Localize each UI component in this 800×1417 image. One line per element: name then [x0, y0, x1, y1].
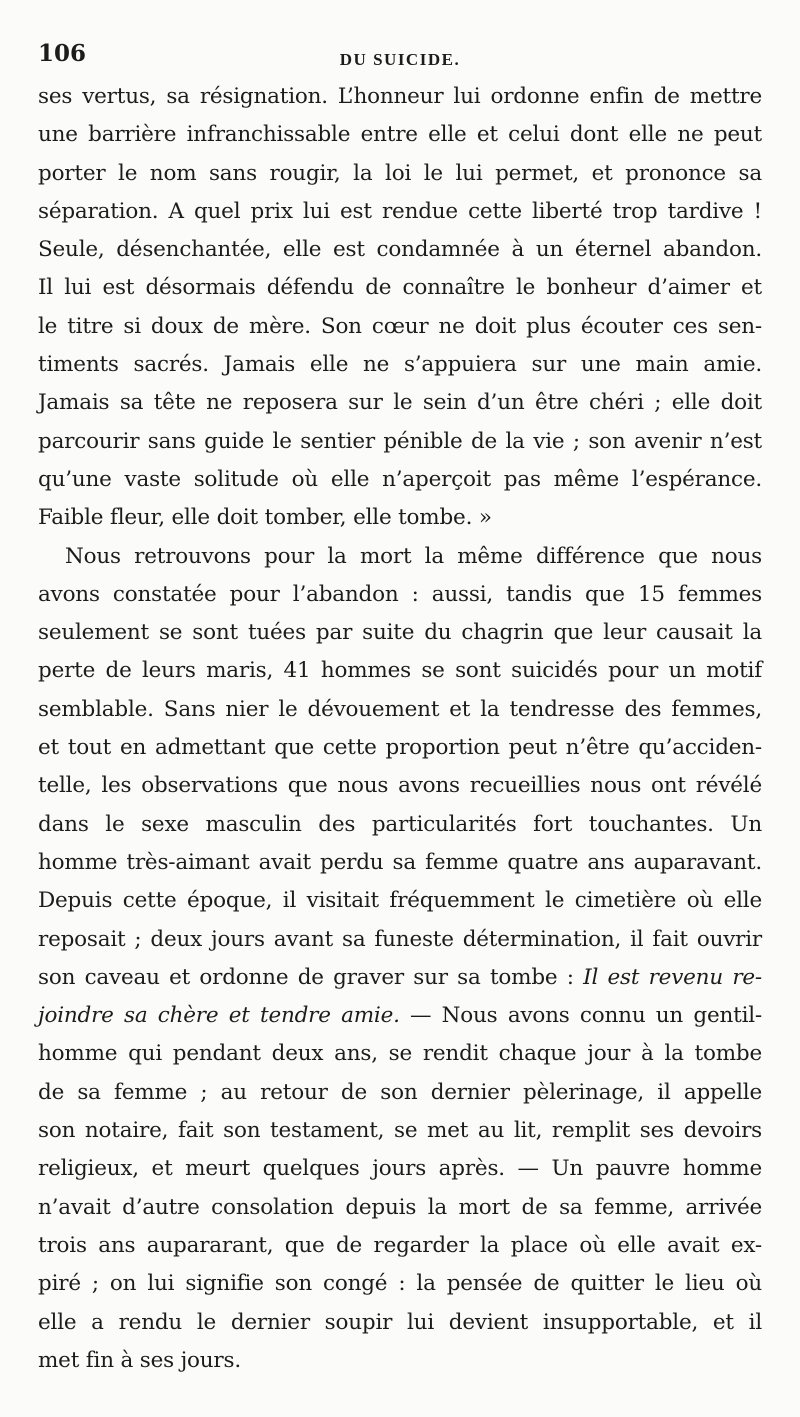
text-line: timents sacrés. Jamais elle ne s’appuiera sur une main amie. [38, 352, 762, 378]
text-line: homme qui pendant deux ans, se rendit chaque jour à la tombe [38, 1041, 762, 1067]
text-line: Seule, désenchantée, elle est condamnée à un éternel abandon. [38, 237, 762, 263]
text-line: et tout en admettant que cette proportion peut n’être qu’acciden- [38, 735, 762, 761]
text-line: de sa femme ; au retour de son dernier pèlerinage, il appelle [38, 1079, 762, 1105]
text-line: seulement se sont tuées par suite du chagrin que leur causait la [38, 620, 762, 646]
text-line: trois ans aupararant, que de regarder la place où elle avait ex- [38, 1232, 762, 1258]
text-line: Faible fleur, elle doit tomber, elle tombe. » [38, 505, 492, 531]
page-header [38, 40, 762, 74]
text-line: parcourir sans guide le sentier pénible de la vie ; son avenir n’est [38, 428, 762, 454]
paragraph [38, 78, 762, 538]
text-line: qu’une vaste solitude où elle n’aperçoit pas même l’espérance. [38, 466, 762, 492]
text-line: le titre si doux de mère. Son cœur ne doit plus écouter ces sen- [38, 313, 762, 339]
text-line: reposait ; deux jours avant sa funeste détermination, il fait ouvrir [38, 926, 762, 952]
text-line: n’avait d’autre consolation depuis la mort de sa femme, arrivée [38, 1194, 762, 1220]
page-number: 106 [38, 40, 87, 67]
text-line: met fin à ses jours. [38, 1347, 241, 1373]
italic-inscription: joindre sa chère et tendre amie. [38, 1003, 400, 1029]
text-line: Depuis cette époque, il visitait fréquemment le cimetière où elle [38, 888, 762, 914]
text-line: telle, les observations que nous avons recueillies nous ont révélé [38, 773, 762, 799]
text-line: son notaire, fait son testament, se met au lit, remplit ses devoirs [38, 1118, 762, 1144]
text-line: homme très-aimant avait perdu sa femme quatre ans auparavant. [38, 849, 762, 875]
text-segment: son caveau et ordonne de graver sur sa tombe : [38, 964, 574, 990]
text-segment: — Nous avons connu un gentil- [399, 1003, 762, 1029]
text-line [38, 959, 762, 997]
text-line: une barrière infranchissable entre elle et celui dont elle ne peut [38, 122, 762, 148]
italic-inscription: Il est revenu re- [583, 964, 762, 990]
paragraph [38, 538, 762, 1381]
text-line: porter le nom sans rougir, la loi le lui permet, et prononce sa [38, 160, 762, 186]
text-line [38, 997, 762, 1035]
text-line: séparation. A quel prix lui est rendue cette liberté trop tardive ! [38, 198, 762, 224]
running-head: DU SUICIDE. [339, 50, 461, 69]
text-line: Nous retrouvons pour la mort la même différence que nous [65, 543, 762, 569]
text-line: ses vertus, sa résignation. L’honneur lui ordonne enfin de mettre [38, 84, 762, 109]
text-line: Il lui est désormais défendu de connaître le bonheur d’aimer et [38, 275, 762, 301]
text-line: avons constatée pour l’abandon : aussi, tandis que 15 femmes [38, 581, 762, 607]
text-line: semblable. Sans nier le dévouement et la tendresse des femmes, [38, 696, 762, 722]
text-line: elle a rendu le dernier soupir lui devient insupportable, et il [38, 1309, 762, 1335]
text-line: dans le sexe masculin des particularités fort touchantes. Un [38, 811, 762, 837]
text-line: piré ; on lui signifie son congé : la pensée de quitter le lieu où [38, 1271, 762, 1297]
body-text [38, 78, 762, 1380]
text-line: religieux, et meurt quelques jours après. — Un pauvre homme [38, 1156, 762, 1182]
text-line: perte de leurs maris, 41 hommes se sont suicidés pour un motif [38, 658, 762, 684]
text-line: Jamais sa tête ne reposera sur le sein d’un être chéri ; elle doit [38, 390, 762, 416]
